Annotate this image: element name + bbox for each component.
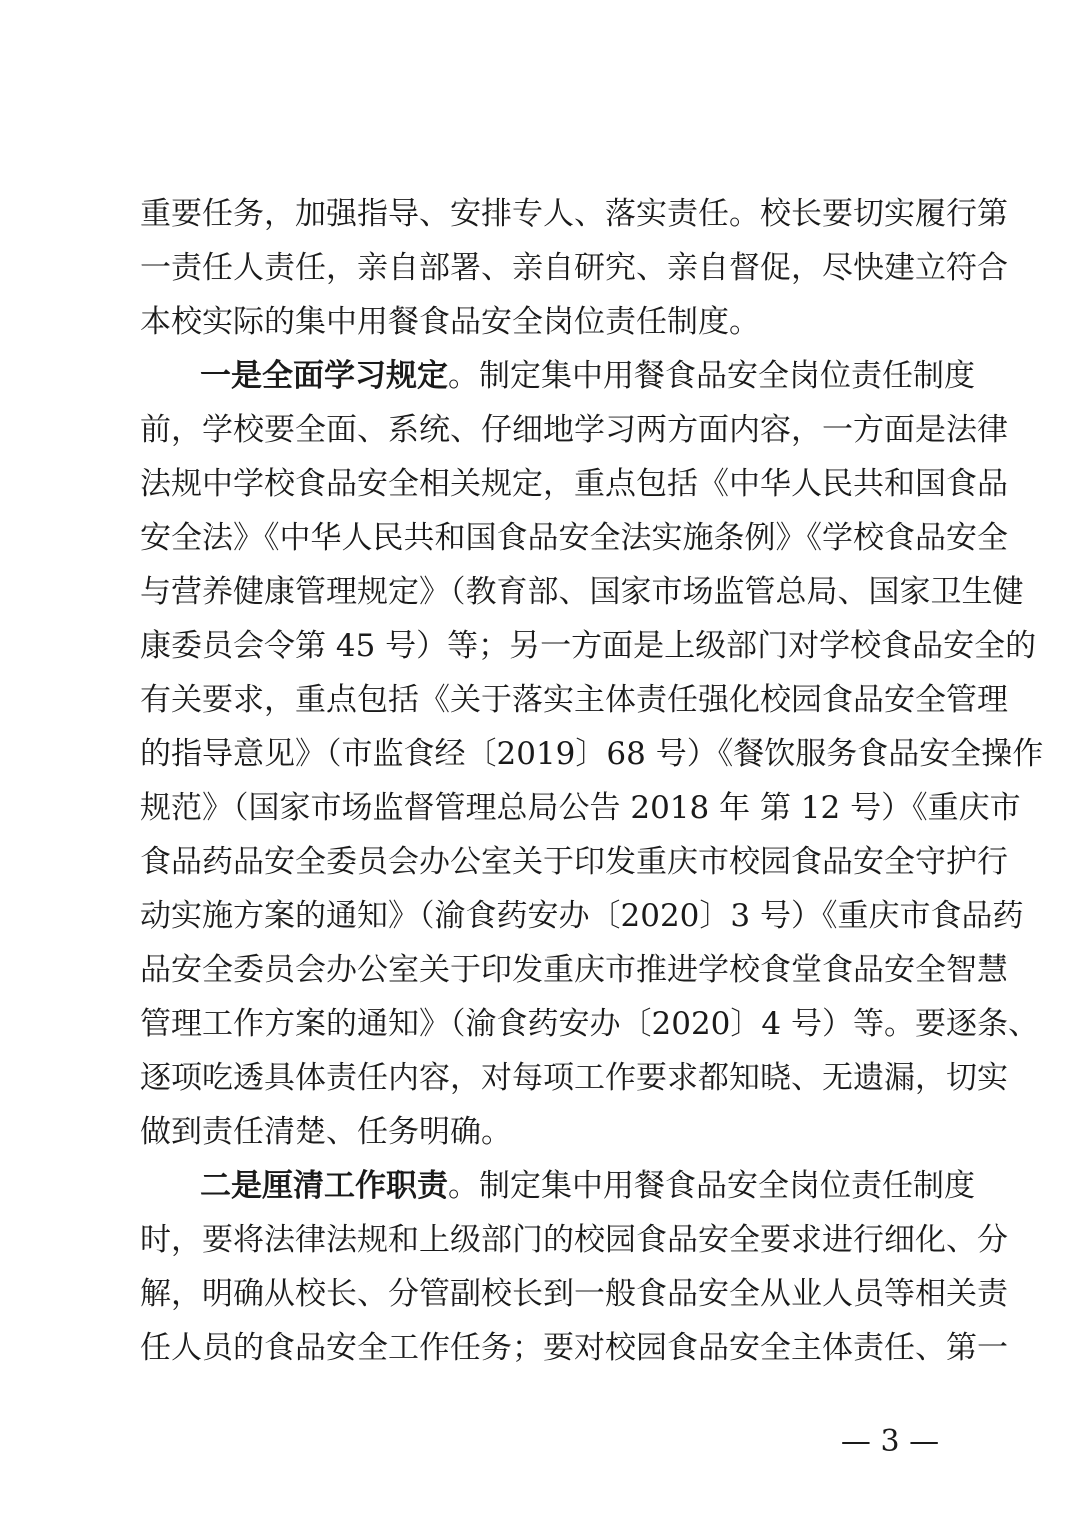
paragraph-first-line	[200, 1160, 975, 1212]
body-text-line: 任人员的食品安全工作任务；要对校园食品安全主体责任、第一	[140, 1330, 1008, 1366]
body-text-line: 前，学校要全面、系统、仔细地学习两方面内容，一方面是法律	[140, 412, 1008, 448]
body-text-line: 解，明确从校长、分管副校长到一般食品安全从业人员等相关责	[140, 1276, 1008, 1312]
body-text-line: 食品药品安全委员会办公室关于印发重庆市校园食品安全守护行	[140, 844, 1008, 880]
paragraph-heading: 二是厘清工作职责	[200, 1168, 448, 1204]
body-text-line: 与营养健康管理规定》（教育部、国家市场监管总局、国家卫生健	[140, 574, 1024, 610]
body-text-line: 时，要将法律法规和上级部门的校园食品安全要求进行细化、分	[140, 1222, 1008, 1258]
body-text-line: 一责任人责任，亲自部署、亲自研究、亲自督促，尽快建立符合	[140, 250, 1008, 286]
body-text-line: 规范》（国家市场监督管理总局公告 2018 年 第 12 号）《重庆市	[140, 790, 1021, 826]
paragraph-lead-text: 。制定集中用餐食品安全岗位责任制度	[448, 1168, 975, 1204]
body-text-line: 重要任务，加强指导、安排专人、落实责任。校长要切实履行第	[140, 196, 1008, 232]
paragraph-first-line	[200, 350, 975, 402]
body-text-line: 逐项吃透具体责任内容，对每项工作要求都知晓、无遗漏，切实	[140, 1060, 1008, 1096]
body-text-line: 有关要求，重点包括《关于落实主体责任强化校园食品安全管理	[140, 682, 1008, 718]
body-text-line: 本校实际的集中用餐食品安全岗位责任制度。	[140, 304, 760, 340]
body-text-line: 的指导意见》（市监食经〔2019〕68 号）《餐饮服务食品安全操作	[140, 736, 1044, 772]
body-text-line: 做到责任清楚、任务明确。	[140, 1114, 512, 1150]
paragraph-lead-text: 。制定集中用餐食品安全岗位责任制度	[448, 358, 975, 394]
paragraph-heading: 一是全面学习规定	[200, 358, 448, 394]
page-number: — 3 —	[840, 1424, 940, 1459]
body-text-line: 安全法》《中华人民共和国食品安全法实施条例》《学校食品安全	[140, 520, 1008, 556]
body-text-line: 品安全委员会办公室关于印发重庆市推进学校食堂食品安全智慧	[140, 952, 1008, 988]
body-text-line: 康委员会令第 45 号）等；另一方面是上级部门对学校食品安全的	[140, 628, 1037, 664]
body-text-line: 动实施方案的通知》（渝食药安办〔2020〕3 号）《重庆市食品药	[140, 898, 1024, 934]
body-text-line: 法规中学校食品安全相关规定，重点包括《中华人民共和国食品	[140, 466, 1008, 502]
body-text-line: 管理工作方案的通知》（渝食药安办〔2020〕4 号）等。要逐条、	[140, 1006, 1039, 1042]
